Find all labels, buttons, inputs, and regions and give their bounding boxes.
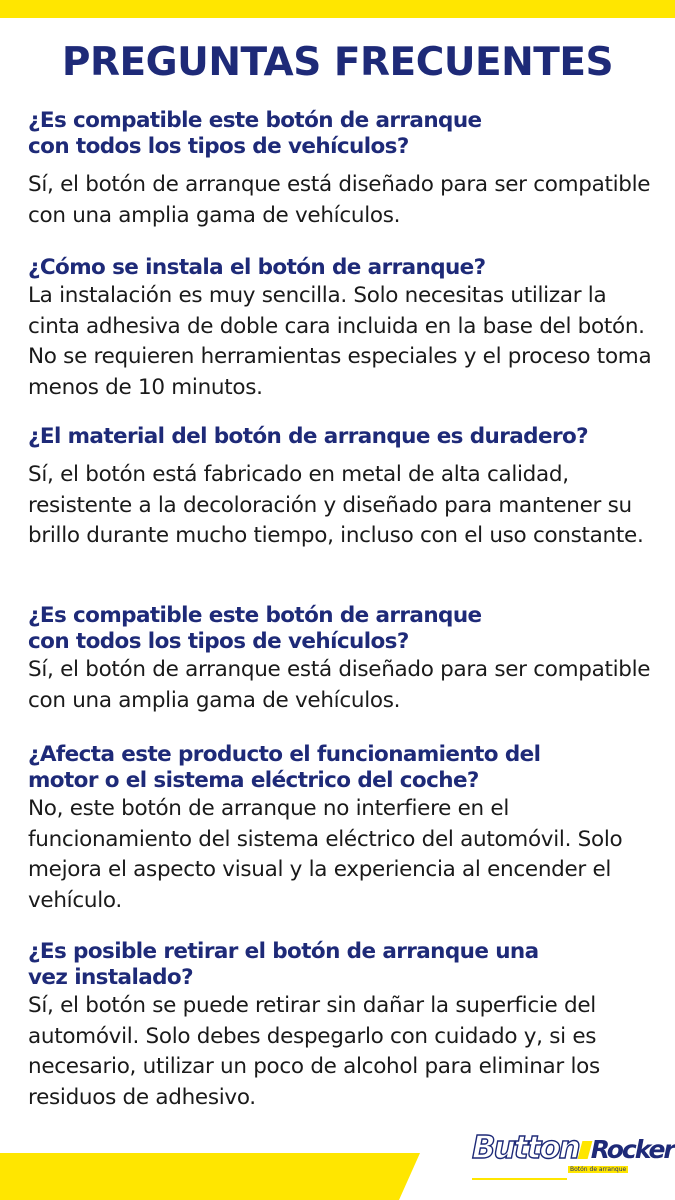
logo-underline: [472, 1178, 567, 1180]
faq-question: ¿Es posible retirar el botón de arranque una vez instalado?: [28, 939, 539, 990]
logo-tagline: Botón de arranque: [570, 1166, 627, 1173]
top-accent-bar: [0, 0, 675, 18]
logo-text-secondary: Rocker: [590, 1135, 674, 1164]
faq-item-5: [28, 742, 656, 916]
faq-answer: No, este botón de arranque no interfiere en el funcionamiento del sistema eléctrico del automóvil. Solo mejora el aspecto visual y la experiencia al encender el vehículo.: [28, 796, 623, 913]
bottom-accent-stripe: [0, 1153, 420, 1200]
faq-question: ¿Afecta este producto el funcionamiento del motor o el sistema eléctrico del coche?: [28, 742, 541, 793]
faq-answer: Sí, el botón de arranque está diseñado para ser compatible con una amplia gama de vehículos.: [28, 657, 651, 713]
faq-question: ¿Es compatible este botón de arranque con todos los tipos de vehículos?: [28, 603, 482, 654]
faq-item-3: [28, 424, 656, 552]
faq-answer: Sí, el botón se puede retirar sin dañar la superficie del automóvil. Solo debes despegarlo con cuidado y, si es necesario, utilizar un poco de alcohol para eliminar los residuos de adhesivo.: [28, 993, 600, 1110]
faq-question: ¿Cómo se instala el botón de arranque?: [28, 255, 486, 280]
faq-question: ¿Es compatible este botón de arranque con todos los tipos de vehículos?: [28, 108, 482, 159]
faq-question: ¿El material del botón de arranque es duradero?: [28, 424, 588, 449]
faq-answer: Sí, el botón de arranque está diseñado para ser compatible con una amplia gama de vehículos.: [28, 172, 651, 228]
faq-item-2: [28, 255, 656, 403]
faq-item-6: [28, 939, 656, 1113]
logo-wordmark: [472, 1128, 674, 1170]
faq-answer: La instalación es muy sencilla. Solo necesitas utilizar la cinta adhesiva de doble cara incluida en la base del botón. No se requieren herramientas especiales y el proceso toma menos de 10 minutos.: [28, 283, 652, 400]
logo-text-main: Button: [472, 1130, 579, 1166]
faq-item-4: [28, 603, 656, 716]
brand-logo: [472, 1128, 674, 1184]
faq-answer: Sí, el botón está fabricado en metal de alta calidad, resistente a la decoloración y diseñado para mantener su brillo durante mucho tiempo, incluso con el uso constante.: [28, 462, 644, 548]
page-title: PREGUNTAS FRECUENTES: [61, 40, 614, 85]
faq-item-1: [28, 108, 656, 231]
